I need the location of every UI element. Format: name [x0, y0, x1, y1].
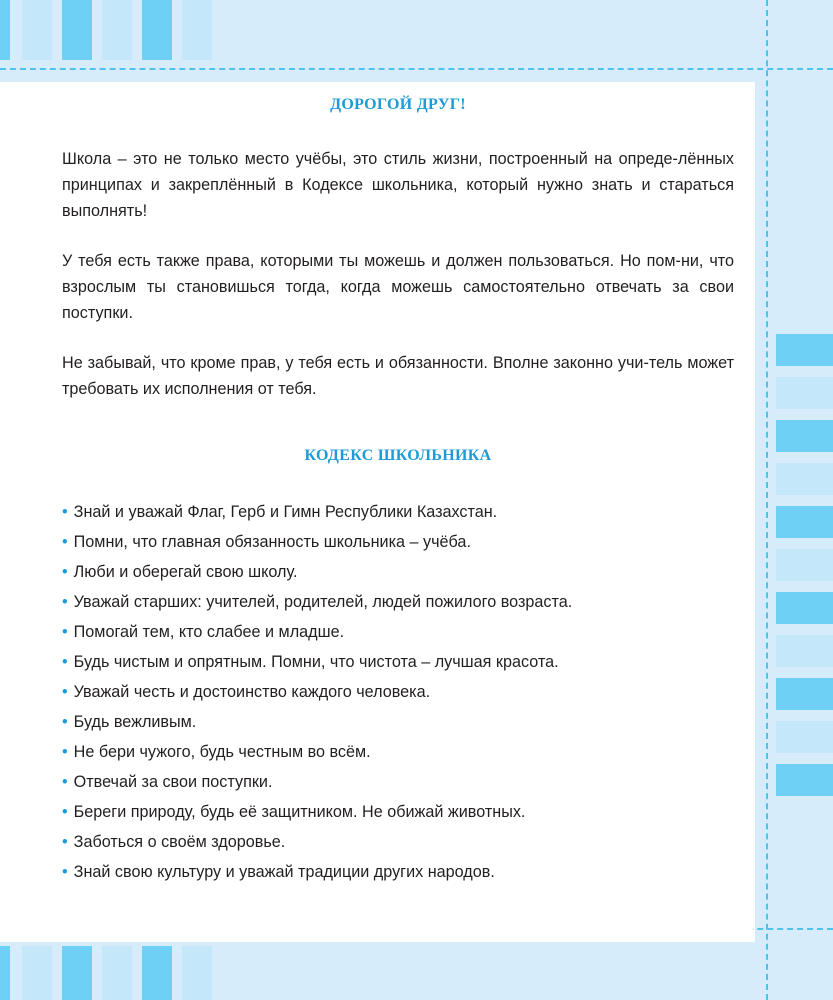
rule-text: Отвечай за свои поступки.	[73, 773, 273, 791]
rule-text: Будь чистым и опрятным. Помни, что чистота – лучшая красота.	[73, 653, 559, 671]
stripe	[776, 334, 833, 366]
bullet-icon: •	[62, 653, 68, 671]
stripe	[776, 463, 833, 495]
right-dashed-line	[766, 0, 768, 1000]
code-title: КОДЕКС ШКОЛЬНИКА	[304, 447, 492, 464]
stripe	[776, 506, 833, 538]
rule-text: Знай и уважай Флаг, Герб и Гимн Республики Казахстан.	[73, 503, 498, 521]
stripe	[776, 678, 833, 710]
list-item	[62, 617, 734, 647]
bullet-icon: •	[62, 563, 68, 581]
stripe	[776, 549, 833, 581]
bullet-icon: •	[62, 623, 68, 641]
stripe	[22, 0, 52, 60]
rule-text: Заботься о своём здоровье.	[73, 833, 286, 851]
list-item	[62, 827, 734, 857]
list-item	[62, 557, 734, 587]
bullet-icon: •	[62, 683, 68, 701]
bullet-icon: •	[62, 533, 68, 551]
list-item	[62, 737, 734, 767]
rule-text: Не бери чужого, будь честным во всём.	[73, 743, 371, 761]
list-item	[62, 707, 734, 737]
stripe	[776, 721, 833, 753]
stripe	[182, 0, 212, 60]
bullet-icon: •	[62, 833, 68, 851]
greeting-title: ДОРОГОЙ ДРУГ!	[330, 96, 466, 113]
intro-paragraph-2: У тебя есть также права, которыми ты можешь и должен пользоваться. Но пом-ни, что взрослым ты становишься тогда, когда можешь самостоятельно отвечать за свои поступки.	[62, 252, 734, 322]
stripe	[102, 0, 132, 60]
stripe	[776, 420, 833, 452]
stripe	[142, 946, 172, 1000]
rule-text: Уважай старших: учителей, родителей, людей пожилого возраста.	[73, 593, 573, 611]
top-dashed-line	[0, 68, 833, 70]
bullet-icon: •	[62, 503, 68, 521]
stripe	[62, 946, 92, 1000]
rule-text: Береги природу, будь её защитником. Не обижай животных.	[73, 803, 526, 821]
stripe	[0, 0, 10, 60]
list-item	[62, 677, 734, 707]
list-item	[62, 797, 734, 827]
intro-paragraph-3: Не забывай, что кроме прав, у тебя есть и обязанности. Вполне законно учи-тель может требовать их исполнения от тебя.	[62, 354, 734, 398]
document-body	[62, 96, 734, 887]
rule-text: Помни, что главная обязанность школьника – учёба.	[73, 533, 471, 551]
bullet-icon: •	[62, 803, 68, 821]
stripe	[22, 946, 52, 1000]
rule-text: Помогай тем, кто слабее и младше.	[73, 623, 345, 641]
list-item	[62, 497, 734, 527]
stripe	[776, 592, 833, 624]
rule-text: Уважай честь и достоинство каждого человека.	[73, 683, 431, 701]
rule-text: Знай свою культуру и уважай традиции других народов.	[73, 863, 495, 881]
stripe	[102, 946, 132, 1000]
list-item	[62, 587, 734, 617]
stripe	[0, 946, 10, 1000]
list-item	[62, 647, 734, 677]
stripe	[776, 635, 833, 667]
stripe	[182, 946, 212, 1000]
list-item	[62, 767, 734, 797]
stripe	[142, 0, 172, 60]
bullet-icon: •	[62, 743, 68, 761]
intro-paragraph-1: Школа – это не только место учёбы, это стиль жизни, построенный на опреде-лённых принципах и закреплённый в Кодексе школьника, который нужно знать и стараться выполнять!	[62, 150, 734, 220]
rule-text: Будь вежливым.	[73, 713, 197, 731]
rules-list	[62, 497, 734, 887]
bullet-icon: •	[62, 593, 68, 611]
rule-text: Люби и оберегай свою школу.	[73, 563, 298, 581]
bullet-icon: •	[62, 773, 68, 791]
list-item	[62, 857, 734, 887]
stripe	[62, 0, 92, 60]
bullet-icon: •	[62, 863, 68, 881]
bullet-icon: •	[62, 713, 68, 731]
list-item	[62, 527, 734, 557]
stripe	[776, 377, 833, 409]
stripe	[776, 764, 833, 796]
